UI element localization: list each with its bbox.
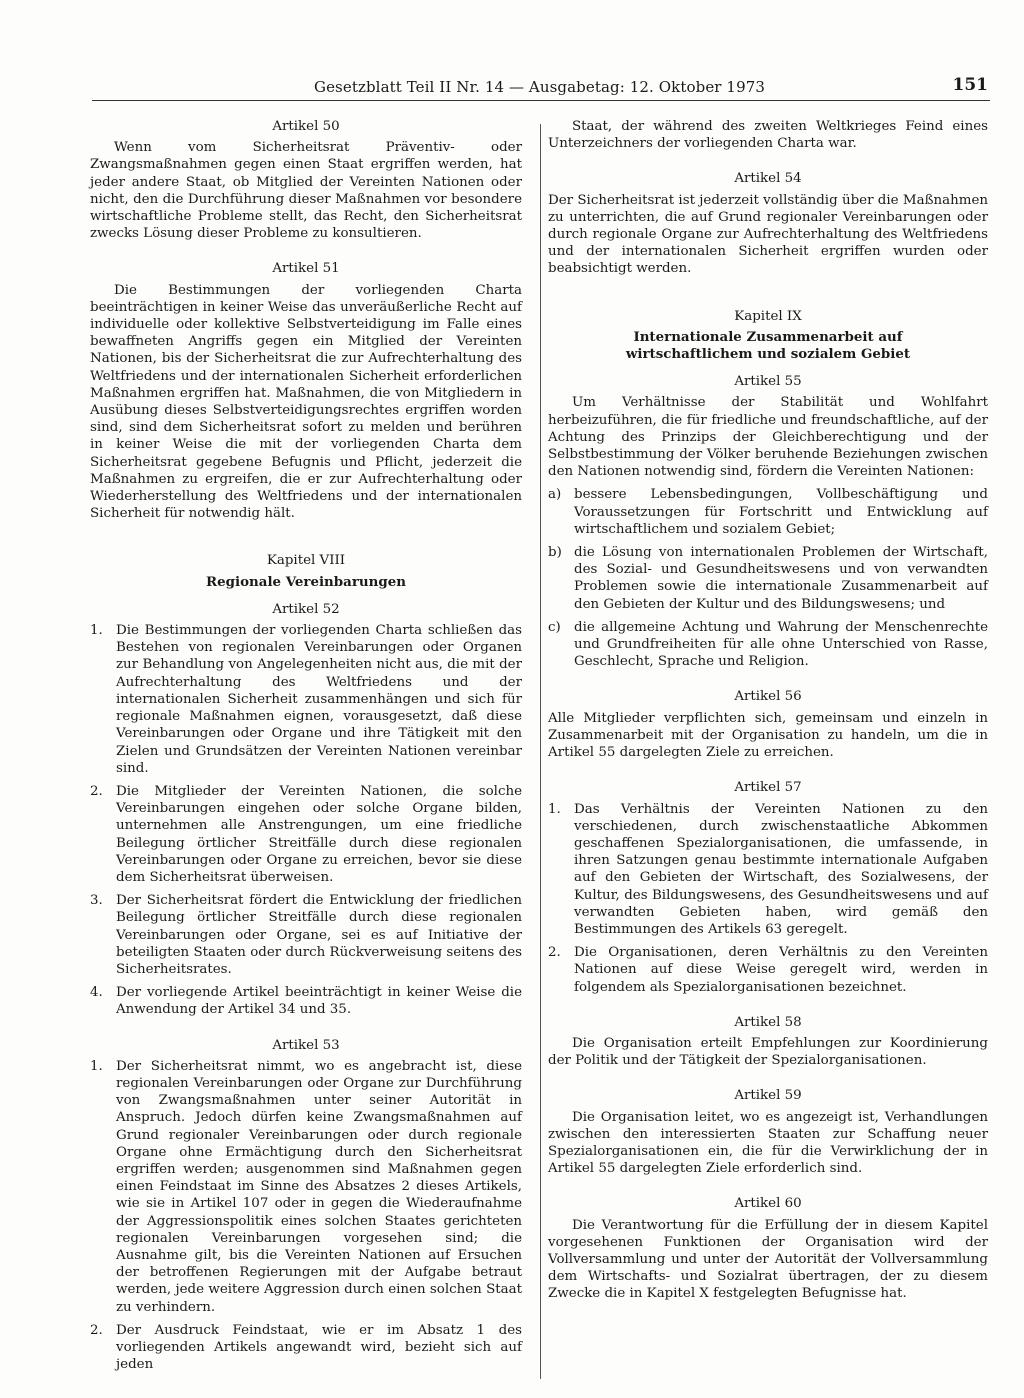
- list-item: [90, 1322, 522, 1374]
- list-item: [90, 984, 522, 1018]
- article-heading: Artikel 53: [272, 1037, 340, 1053]
- continued-text: Staat, der während des zweiten Weltkrieges Feind eines Unterzeichners der vorliegenden Charta war.: [548, 119, 988, 152]
- item-letter: a): [548, 487, 562, 503]
- list-item: [548, 544, 988, 613]
- article-heading: Artikel 55: [734, 374, 802, 390]
- item-number: 2.: [90, 783, 103, 799]
- list-item: [90, 622, 522, 777]
- list-item: [90, 783, 522, 886]
- list-item: [548, 944, 988, 996]
- item-number: 3.: [90, 893, 103, 909]
- article-text: Um Verhältnisse der Stabilität und Wohlfahrt herbeizuführen, die für friedliche und freundschaftliche, auf der Achtung des Prinzips der Gleichberechtigung und der Selbstbestimmung der Völker beruhende Beziehungen zwischen den Nationen notwendig sind, fördern die Vereinten Nationen:: [548, 395, 988, 480]
- chapter-heading: Kapitel VIII: [266, 553, 346, 569]
- article-text: Die Bestimmungen der vorliegenden Charta beeinträchtigen in keiner Weise das unveräußerliche Recht auf individuelle oder kollektive Selbstverteidigung im Falle eines bewaffneten Angriffs gegen ein Mitglied der Vereinten Nationen, bis der Sicherheitsrat die zur Aufrechterhaltung des Weltfriedens und der internationalen Sicherheit erforderlichen Maßnahmen ergriffen hat. Maßnahmen, die von Mitgliedern in Ausübung dieses Selbstverteidigungsrechtes ergriffen worden sind, sind dem Sicherheitsrat sofort zu melden und berühren in keiner Weise die mit der vorliegenden Charta dem Sicherheitsrat gegebene Befugnis und Pflicht, jederzeit die Maßnahmen zu ergreifen, die er zur Aufrechterhaltung oder Wiederherstellung des Weltfriedens und der internationalen Sicherheit für notwendig hält.: [90, 282, 522, 522]
- article-heading: Artikel 56: [734, 689, 802, 705]
- item-text: Der Sicherheitsrat nimmt, wo es angebracht ist, diese regionalen Vereinbarungen oder Organe zur Durchführung von Zwangsmaßnahmen unter seiner Autorität in Anspruch. Jedoch dürfen keine Zwangsmaßnahmen auf Grund regionaler Vereinbarungen oder durch regionale Organe ohne Ermächtigung durch den Sicherheitsrat ergriffen werden; ausgenommen sind Maßnahmen gegen einen Feindstaat im Sinne des Absatzes 2 dieses Artikels, wie sie in Artikel 107 oder in gegen die Wiederaufnahme der Aggressionspolitik eines solchen Staates gerichteten regionalen Vereinbarungen vorgesehen sind; die Ausnahme gilt, bis die Vereinten Nationen auf Ersuchen der betroffenen Regierungen mit der Aufgabe betraut werden, jede weitere Aggression durch einen solchen Staat zu verhindern.: [116, 1058, 522, 1315]
- right-column: [548, 118, 988, 1303]
- item-number: 1.: [90, 623, 103, 639]
- article-heading: Artikel 51: [272, 261, 340, 277]
- item-number: 1.: [90, 1058, 103, 1074]
- article-text: Wenn vom Sicherheitsrat Präventiv- oder Zwangsmaßnahmen gegen einen Staat ergriffen werden, hat jeder andere Staat, ob Mitglied der Vereinten Nationen oder nicht, den die Durchführung dieser Maßnahmen vor besondere wirtschaftliche Probleme stellt, das Recht, den Sicherheitsrat zwecks Lösung dieser Probleme zu konsultieren.: [90, 140, 522, 242]
- item-number: 2.: [90, 1322, 103, 1338]
- item-text: Die Organisationen, deren Verhältnis zu den Vereinten Nationen auf diese Weise geregelt wird, werden in folgendem als Spezialorganisationen bezeichnet.: [574, 945, 988, 995]
- list-item: [90, 892, 522, 978]
- list-item: [548, 619, 988, 671]
- chapter-subtitle: Regionale Vereinbarungen: [206, 573, 406, 590]
- article-text: Der Sicherheitsrat ist jederzeit vollständig über die Maßnahmen zu unterrichten, die auf Grund regionaler Vereinbarungen oder durch regionale Organe zur Aufrechterhaltung des Weltfriedens und der internationalen Sicherheit ergriffen wurden oder beabsichtigt werden.: [548, 192, 988, 277]
- item-text: Der Sicherheitsrat fördert die Entwicklung der friedlichen Beilegung örtlicher Streitfälle durch diese regionalen Vereinbarungen oder Organe, sei es auf Initiative der beteiligten Staaten oder durch Rückverweisung seitens des Sicherheitsrates.: [116, 893, 522, 977]
- article-heading: Artikel 50: [272, 119, 340, 134]
- item-text: Das Verhältnis der Vereinten Nationen zu den verschiedenen, durch zwischenstaatliche Abkommen geschaffenen Spezialorganisationen, die umfassende, in ihren Satzungen genau bestimmte internationale Aufgaben auf den Gebieten der Wirtschaft, des Sozialwesens, der Kultur, des Bildungswesens, des Gesundheitswesens und auf verwandten Gebieten haben, wird gemäß den Bestimmungen des Artikels 63 geregelt.: [574, 801, 988, 937]
- item-text: Der vorliegende Artikel beeinträchtigt in keiner Weise die Anwendung der Artikel 34 und 35.: [116, 985, 522, 1018]
- article-text: Alle Mitglieder verpflichten sich, gemeinsam und einzeln in Zusammenarbeit mit der Organisation zu handeln, um die in Artikel 55 dargelegten Ziele zu erreichen.: [548, 710, 988, 761]
- item-text: Der Ausdruck Feindstaat, wie er im Absatz 1 des vorliegenden Artikels angewandt wird, bezieht sich auf jeden: [116, 1322, 522, 1373]
- chapter-heading: Kapitel IX: [734, 308, 802, 324]
- page-number: 151: [952, 75, 988, 95]
- column-divider: [540, 124, 541, 1379]
- article-heading: Artikel 58: [734, 1014, 802, 1030]
- header-rule: [92, 100, 990, 101]
- item-number: 4.: [90, 985, 103, 1001]
- item-letter: c): [548, 619, 561, 635]
- article-heading: Artikel 52: [272, 601, 340, 617]
- header-title: Gesetzblatt Teil II Nr. 14 — Ausgabetag: 12. Oktober 1973: [314, 78, 766, 96]
- article-text: Die Organisation leitet, wo es angezeigt ist, Verhandlungen zwischen den interessierten Staaten zur Schaffung neuer Spezialorganisationen ein, die für die Verwirklichung der in Artikel 55 dargelegten Ziele erforderlich sind.: [548, 1109, 988, 1177]
- item-text: die allgemeine Achtung und Wahrung der Menschenrechte und Grundfreiheiten für alle ohne Unterschied von Rasse, Geschlecht, Sprache und Religion.: [574, 619, 988, 670]
- item-number: 1.: [548, 801, 561, 817]
- item-text: Die Mitglieder der Vereinten Nationen, die solche Vereinbarungen eingehen oder solche Organe bilden, unternehmen alle Anstrengungen, um eine friedliche Beilegung örtlicher Streitfälle durch diese regionalen Vereinbarungen oder Organe zu erreichen, bevor sie diese dem Sicherheitsrat überweisen.: [116, 783, 522, 885]
- article-heading: Artikel 59: [734, 1088, 802, 1104]
- article-heading: Artikel 54: [734, 171, 802, 187]
- item-letter: b): [548, 545, 562, 561]
- left-column: [90, 118, 522, 1373]
- article-heading: Artikel 60: [734, 1196, 802, 1212]
- item-number: 2.: [548, 945, 561, 961]
- page-header: [92, 75, 990, 99]
- item-text: die Lösung von internationalen Problemen der Wirtschaft, des Sozial- und Gesundheitswesens und von verwandten Problemen sowie die internationale Zusammenarbeit auf den Gebieten der Kultur und des Bildungswesens; und: [574, 545, 988, 612]
- chapter-subtitle: Internationale Zusammenarbeit auf wirtschaftlichem und sozialem Gebiet: [625, 328, 911, 363]
- list-item: [90, 1058, 522, 1316]
- item-text: bessere Lebensbedingungen, Vollbeschäftigung und Voraussetzungen für Fortschritt und Entwicklung auf wirtschaftlichem und sozialem Gebiet;: [574, 487, 988, 537]
- list-item: [548, 801, 988, 939]
- list-item: [548, 486, 988, 538]
- item-text: Die Bestimmungen der vorliegenden Charta schließen das Bestehen von regionalen Vereinbarungen oder Organen zur Behandlung von Angelegenheiten nicht aus, die mit der Aufrechterhaltung des Weltfriedens und der internationalen Sicherheit zusammenhängen und sich für regionale Maßnahmen eignen, vorausgesetzt, daß diese Vereinbarungen oder Organe und ihre Tätigkeit mit den Zielen und Grundsätzen der Vereinten Nationen vereinbar sind.: [116, 623, 522, 776]
- article-heading: Artikel 57: [734, 780, 802, 796]
- article-text: Die Organisation erteilt Empfehlungen zur Koordinierung der Politik und der Tätigkeit der Spezialorganisationen.: [548, 1035, 988, 1069]
- article-text: Die Verantwortung für die Erfüllung der in diesem Kapitel vorgesehenen Funktionen der Organisation wird der Vollversammlung und unter der Autorität der Vollversammlung dem Wirtschafts- und Sozialrat übertragen, der zu diesem Zwecke die in Kapitel X festgelegten Befugnisse hat.: [548, 1217, 988, 1302]
